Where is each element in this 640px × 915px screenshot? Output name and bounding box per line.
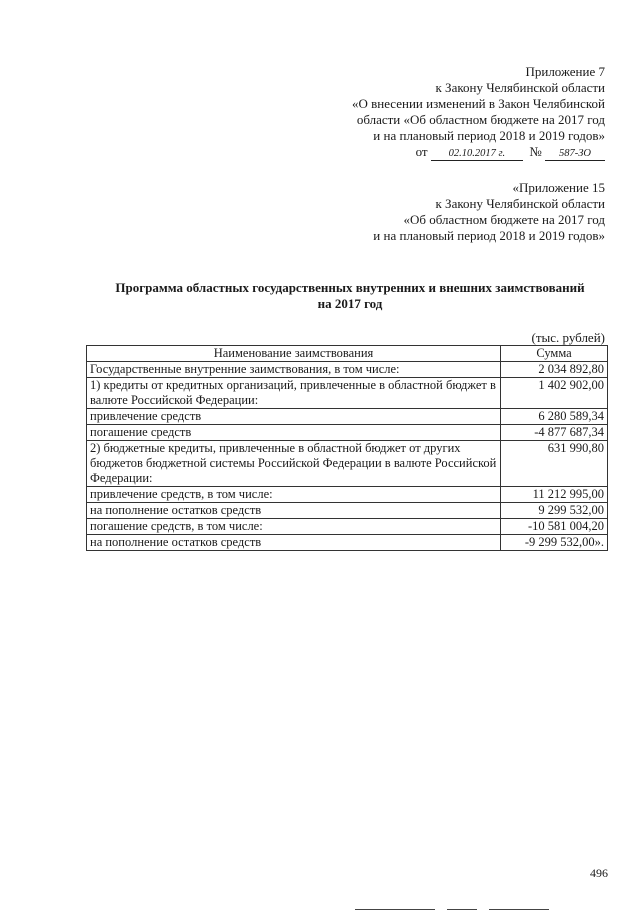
row-name: 1) кредиты от кредитных организаций, привлеченные в областной бюджет в валюте Российской Федерации: [87, 378, 501, 409]
document-title-line-2: на 2017 год [317, 296, 383, 311]
table-row [87, 409, 608, 425]
row-name: Государственные внутренние заимствования, в том числе: [87, 362, 501, 378]
row-name: погашение средств, в том числе: [87, 519, 501, 535]
original-law-title-line-2: и на плановый период 2018 и 2019 годов» [373, 228, 605, 243]
appendix-number: Приложение 7 [525, 64, 605, 79]
row-amount: 631 990,80 [501, 441, 608, 487]
row-name: привлечение средств, в том числе: [87, 487, 501, 503]
column-header-sum: Сумма [501, 346, 608, 362]
table-row [87, 362, 608, 378]
row-amount: 1 402 902,00 [501, 378, 608, 409]
borrowing-table [86, 345, 608, 551]
law-number: 587-ЗО [545, 147, 605, 161]
law-date-number-line [352, 144, 605, 161]
row-amount: -9 299 532,00». [501, 535, 608, 551]
units-label: (тыс. рублей) [531, 330, 605, 345]
row-name: на пополнение остатков средств [87, 535, 501, 551]
table-row [87, 503, 608, 519]
row-name: на пополнение остатков средств [87, 503, 501, 519]
row-amount: 2 034 892,80 [501, 362, 608, 378]
row-name: 2) бюджетные кредиты, привлеченные в областной бюджет от других бюджетов бюджетной системы Российской Федерации в валюте Российской Федерации: [87, 441, 501, 487]
table-row [87, 519, 608, 535]
original-law-reference: к Закону Челябинской области [435, 196, 605, 211]
footer-rule-segment [489, 908, 549, 910]
footer-rule [355, 897, 557, 915]
number-label: № [529, 144, 542, 159]
original-appendix-header [373, 180, 605, 244]
row-amount: 11 212 995,00 [501, 487, 608, 503]
row-amount: -10 581 004,20 [501, 519, 608, 535]
table-row [87, 535, 608, 551]
page-number: 496 [590, 866, 608, 880]
appendix-header [352, 64, 605, 161]
law-date: 02.10.2017 г. [431, 147, 523, 161]
original-appendix-number: «Приложение 15 [512, 180, 605, 195]
law-title-line-1: «О внесении изменений в Закон Челябинской [351, 96, 605, 111]
row-amount: 6 280 589,34 [501, 409, 608, 425]
column-header-name: Наименование заимствования [87, 346, 501, 362]
original-law-title-line-1: «Об областном бюджете на 2017 год [403, 212, 605, 227]
table-row [87, 378, 608, 409]
row-amount: 9 299 532,00 [501, 503, 608, 519]
table-row [87, 425, 608, 441]
law-title-line-2: области «Об областном бюджете на 2017 год [356, 112, 605, 127]
law-title-line-3: и на плановый период 2018 и 2019 годов» [373, 128, 605, 143]
law-reference: к Закону Челябинской области [435, 80, 605, 95]
document-title [60, 280, 640, 312]
footer-rule-segment [355, 908, 435, 910]
row-amount: -4 877 687,34 [501, 425, 608, 441]
footer-rule-segment [447, 908, 477, 910]
document-title-line-1: Программа областных государственных внутренних и внешних заимствований [115, 280, 585, 295]
row-name: погашение средств [87, 425, 501, 441]
from-label: от [415, 144, 428, 159]
table-header-row [87, 346, 608, 362]
row-name: привлечение средств [87, 409, 501, 425]
table-row [87, 441, 608, 487]
table-row [87, 487, 608, 503]
